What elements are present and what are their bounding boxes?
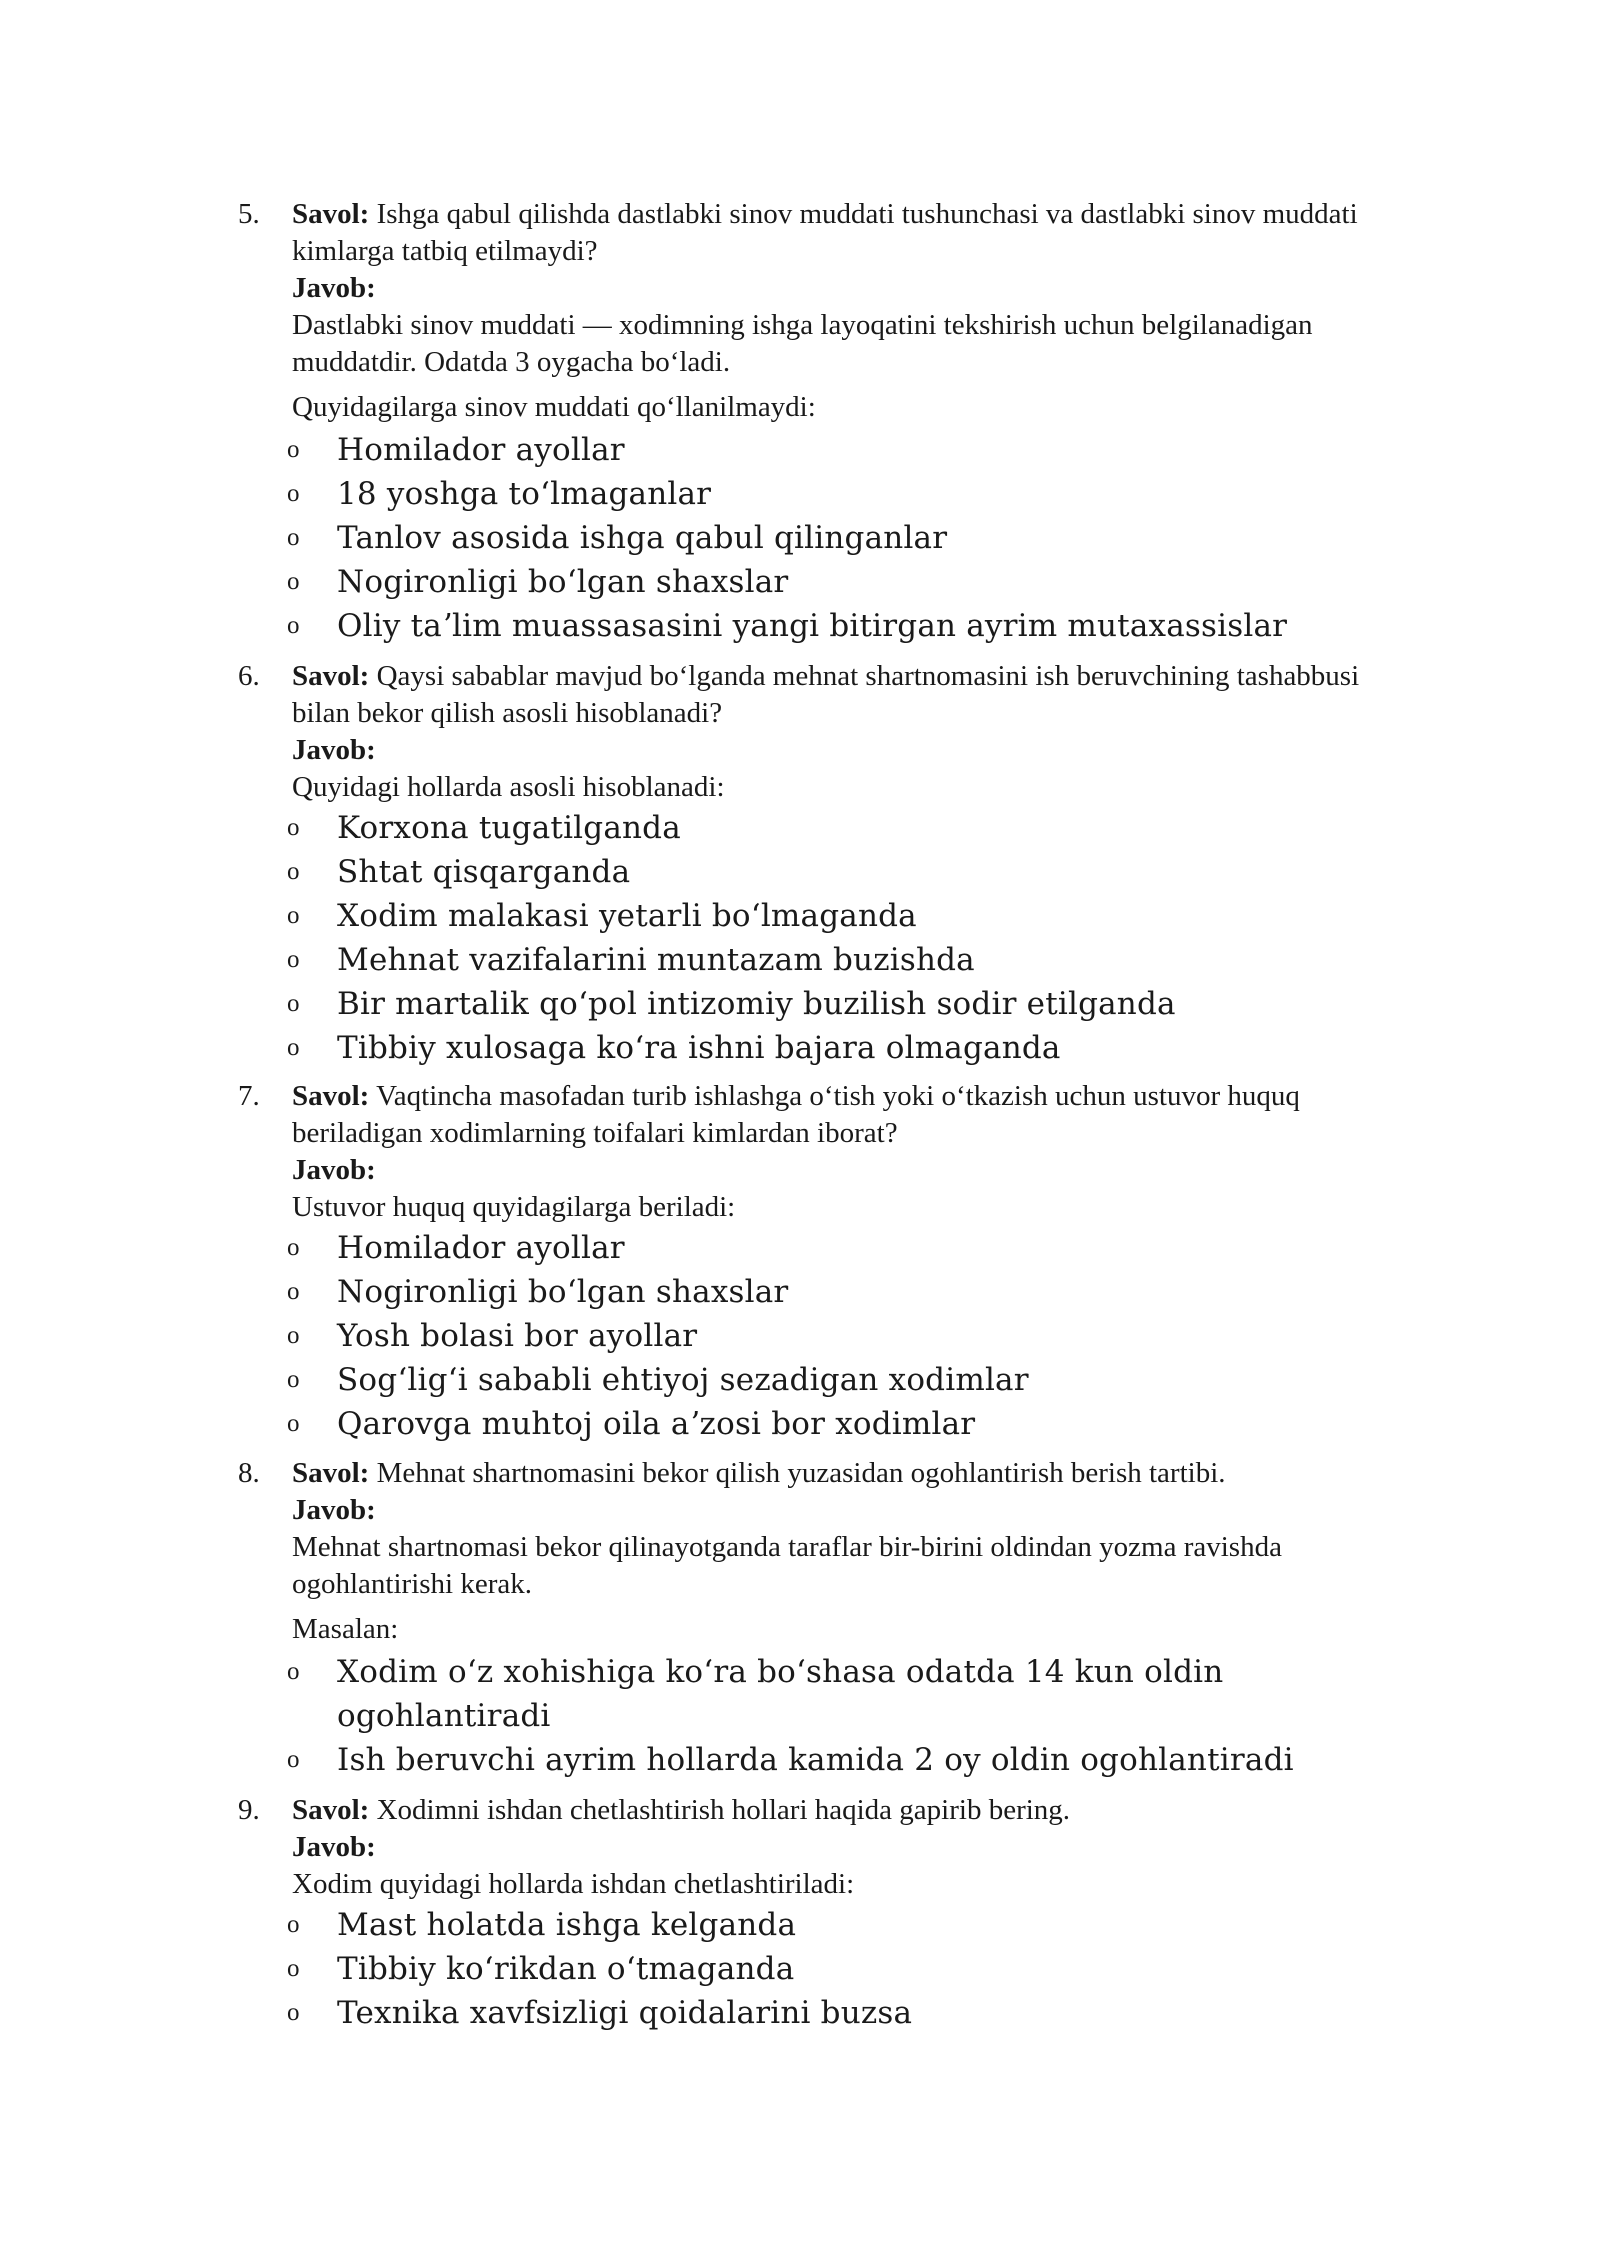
- bullet-icon: o: [287, 1278, 300, 1305]
- javob-label: Javob:: [292, 1154, 376, 1186]
- savol-label: Savol:: [292, 198, 370, 230]
- savol-text: Vaqtincha masofadan turib ishlashga oʻtish yoki oʻtkazish uchun ustuvor huquq beriladigan xodimlarning toifalari kimlardan iborat?: [292, 1080, 1300, 1149]
- savol-label: Savol:: [292, 1794, 370, 1826]
- bullet-icon: o: [287, 990, 300, 1017]
- answer-text: Dastlabki sinov muddati — xodimning ishga layoqatini tekshirish uchun belgilanadigan muddatdir. Odatda 3 oygacha boʻladi.: [292, 309, 1313, 378]
- savol-text: Qaysi sabablar mavjud boʻlganda mehnat shartnomasini ish beruvchining tashabbusi bilan bekor qilish asosli hisoblanadi?: [292, 660, 1360, 729]
- question-5: [240, 196, 1420, 648]
- question-8: [240, 1455, 1420, 1782]
- list-intro: Ustuvor huquq quyidagilarga beriladi:: [292, 1191, 736, 1223]
- bullet-icon: o: [287, 1034, 300, 1061]
- answer-list: [240, 428, 1420, 648]
- savol-text: Xodimni ishdan chetlashtirish hollari haqida gapirib bering.: [376, 1794, 1071, 1826]
- bullet-icon: o: [287, 1999, 300, 2026]
- list-item: o Ish beruvchi ayrim hollarda kamida 2 oy oldin ogohlantiradi: [240, 1738, 1420, 1782]
- answer-text: Mehnat shartnomasi bekor qilinayotganda taraflar bir-birini oldindan yozma ravishda ogohlantirishi kerak.: [292, 1531, 1282, 1600]
- list-intro: Quyidagi hollarda asosli hisoblanadi:: [292, 771, 725, 803]
- list-item: o Nogironligi boʻlgan shaxslar: [240, 1270, 1420, 1314]
- bullet-icon: o: [287, 436, 300, 463]
- javob-label: Javob:: [292, 272, 376, 304]
- savol-label: Savol:: [292, 1457, 370, 1489]
- bullet-icon: o: [287, 1410, 300, 1437]
- list-item: o Xodim oʻz xohishiga koʻra boʻshasa odatda 14 kun oldin ogohlantiradi: [240, 1650, 1257, 1738]
- answer-list: [240, 1903, 1420, 2035]
- bullet-icon: o: [287, 524, 300, 551]
- list-item: o Yosh bolasi bor ayollar: [240, 1314, 1420, 1358]
- question-number: 5.: [238, 198, 260, 230]
- javob-label: Javob:: [292, 734, 376, 766]
- answer-list: [240, 1650, 1420, 1782]
- list-item: o Korxona tugatilganda: [240, 806, 1420, 850]
- savol-line: [292, 658, 1420, 732]
- bullet-icon: o: [287, 1746, 300, 1773]
- question-6: [240, 658, 1420, 1070]
- question-number: 6.: [238, 660, 260, 692]
- question-number: 8.: [238, 1457, 260, 1489]
- answer-list: [240, 1226, 1420, 1446]
- list-item: o Bir martalik qoʻpol intizomiy buzilish sodir etilganda: [240, 982, 1420, 1026]
- list-intro: Masalan:: [292, 1613, 399, 1645]
- bullet-icon: o: [287, 814, 300, 841]
- savol-line: [292, 1455, 1420, 1492]
- list-intro: Quyidagilarga sinov muddati qoʻllanilmaydi:: [292, 391, 816, 423]
- savol-label: Savol:: [292, 1080, 370, 1112]
- bullet-icon: o: [287, 1911, 300, 1938]
- savol-label: Savol:: [292, 660, 370, 692]
- savol-text: Mehnat shartnomasini bekor qilish yuzasidan ogohlantirish berish tartibi.: [376, 1457, 1226, 1489]
- list-item: o Tanlov asosida ishga qabul qilinganlar: [240, 516, 1420, 560]
- list-item: o Mehnat vazifalarini muntazam buzishda: [240, 938, 1420, 982]
- question-9: [240, 1792, 1420, 2035]
- question-7: [240, 1078, 1420, 1446]
- list-intro: Xodim quyidagi hollarda ishdan chetlashtiriladi:: [292, 1868, 855, 1900]
- answer-list: [240, 806, 1420, 1070]
- list-item: o Tibbiy xulosaga koʻra ishni bajara olmaganda: [240, 1026, 1420, 1070]
- savol-line: [292, 196, 1420, 270]
- list-item: o Oliy taʼlim muassasasini yangi bitirgan ayrim mutaxassislar: [240, 604, 1420, 648]
- bullet-icon: o: [287, 858, 300, 885]
- list-item: o Homilador ayollar: [240, 428, 1420, 472]
- question-number: 9.: [238, 1794, 260, 1826]
- bullet-icon: o: [287, 1955, 300, 1982]
- savol-line: [292, 1078, 1420, 1152]
- bullet-icon: o: [287, 1234, 300, 1261]
- bullet-icon: o: [287, 1322, 300, 1349]
- list-item: o 18 yoshga toʻlmaganlar: [240, 472, 1420, 516]
- bullet-icon: o: [287, 1366, 300, 1393]
- javob-label: Javob:: [292, 1494, 376, 1526]
- javob-label: Javob:: [292, 1831, 376, 1863]
- bullet-icon: o: [287, 568, 300, 595]
- bullet-icon: o: [287, 612, 300, 639]
- list-item: o Homilador ayollar: [240, 1226, 1420, 1270]
- question-number: 7.: [238, 1080, 260, 1112]
- list-item: o Xodim malakasi yetarli boʻlmaganda: [240, 894, 1420, 938]
- list-item: o Shtat qisqarganda: [240, 850, 1420, 894]
- list-item: o Nogironligi boʻlgan shaxslar: [240, 560, 1420, 604]
- bullet-icon: o: [287, 480, 300, 507]
- savol-text: Ishga qabul qilishda dastlabki sinov muddati tushunchasi va dastlabki sinov muddati kimlarga tatbiq etilmaydi?: [292, 198, 1358, 267]
- bullet-icon: o: [287, 946, 300, 973]
- bullet-icon: o: [287, 1658, 300, 1685]
- list-item: o Mast holatda ishga kelganda: [240, 1903, 1420, 1947]
- list-item: o Sogʻligʻi sababli ehtiyoj sezadigan xodimlar: [240, 1358, 1420, 1402]
- savol-line: [292, 1792, 1420, 1829]
- list-item: o Tibbiy koʻrikdan oʻtmaganda: [240, 1947, 1420, 1991]
- list-item: o Texnika xavfsizligi qoidalarini buzsa: [240, 1991, 1420, 2035]
- bullet-icon: o: [287, 902, 300, 929]
- list-item: o Qarovga muhtoj oila aʼzosi bor xodimlar: [240, 1402, 1420, 1446]
